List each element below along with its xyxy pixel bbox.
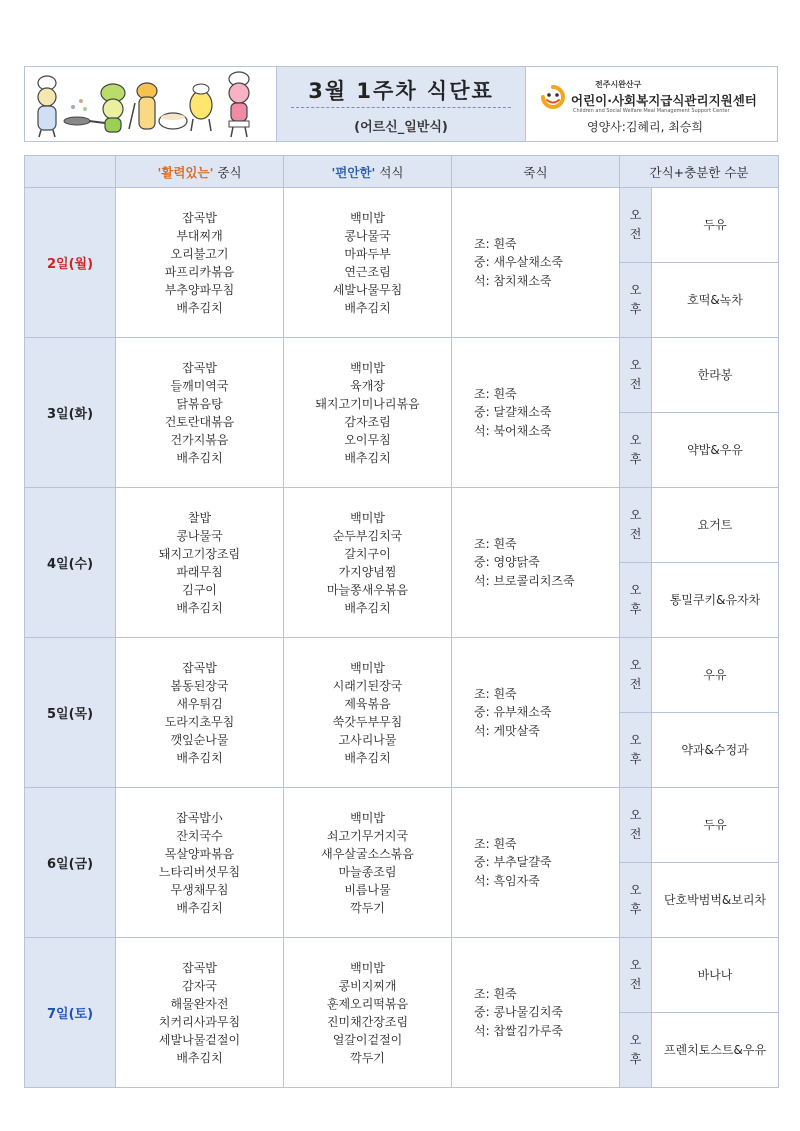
menu-item: 백미밥 (350, 660, 385, 675)
menu-item: 오리불고기 (170, 246, 229, 261)
menu-item: 잡곡밥 (182, 210, 217, 225)
porridge-item: 조: 흰죽 (474, 836, 517, 851)
porridge-item: 중: 달걀채소죽 (474, 405, 552, 420)
menu-item: 세발나물무침 (332, 282, 403, 297)
porridge-menu (452, 638, 620, 788)
day-label: 2일(월) (25, 188, 116, 338)
porridge-menu (452, 488, 620, 638)
menu-item: 배추김치 (176, 750, 223, 765)
menu-item: 무생채무침 (170, 882, 229, 897)
dinner-menu (284, 488, 452, 638)
snack-am: 두유 (652, 788, 779, 863)
menu-item: 백미밥 (350, 810, 385, 825)
menu-item: 백미밥 (350, 210, 385, 225)
menu-item: 도라지초무침 (164, 714, 235, 729)
dinner-menu (284, 638, 452, 788)
menu-item: 배추김치 (176, 900, 223, 915)
porridge-item: 석: 북어채소죽 (474, 423, 552, 438)
menu-item: 배추김치 (176, 1050, 223, 1065)
menu-item: 육개장 (350, 378, 385, 393)
org-english-name: Children and Social Welfare Meal Management Support Center (573, 108, 730, 114)
dinner-menu (284, 938, 452, 1088)
menu-item: 새우살굴소스볶음 (321, 846, 414, 861)
table-row (25, 638, 779, 713)
menu-item: 돼지고기미나리볶음 (315, 396, 420, 411)
porridge-menu (452, 938, 620, 1088)
menu-item: 순두부김치국 (332, 528, 403, 543)
porridge-item: 석: 찹쌀김가루죽 (474, 1023, 564, 1038)
menu-item: 배추김치 (176, 600, 223, 615)
snack-pm: 프렌치토스트&우유 (652, 1013, 779, 1088)
menu-item: 오이무침 (344, 432, 391, 447)
time-label-pm: 오 후 (620, 863, 652, 938)
menu-item: 부추양파무침 (164, 282, 235, 297)
time-label-pm: 오 후 (620, 713, 652, 788)
menu-item: 파프리카볶음 (164, 264, 235, 279)
porridge-menu (452, 338, 620, 488)
header-porridge: 죽식 (452, 156, 620, 188)
page-title: 3월 1주차 식단표 (308, 79, 494, 103)
lunch-menu (116, 788, 284, 938)
menu-item: 파래무침 (176, 564, 223, 579)
menu-item: 백미밥 (350, 510, 385, 525)
dinner-menu (284, 188, 452, 338)
header-dinner: '편안한' 석식 (284, 156, 452, 188)
porridge-item: 중: 부추달걀죽 (474, 855, 552, 870)
menu-item: 깻잎순나물 (170, 732, 229, 747)
porridge-item: 조: 흰죽 (474, 986, 517, 1001)
menu-item: 배추김치 (344, 300, 391, 315)
snack-pm: 호떡&녹차 (652, 263, 779, 338)
menu-item: 해물완자전 (170, 996, 229, 1011)
menu-item: 잡곡밥小 (176, 810, 223, 825)
day-label: 6일(금) (25, 788, 116, 938)
time-label-am: 오 전 (620, 488, 652, 563)
menu-item: 비름나물 (344, 882, 391, 897)
cartoon-chefs-icon (25, 67, 275, 141)
menu-item: 세발나물겉절이 (158, 1032, 241, 1047)
menu-item: 시래기된장국 (332, 678, 403, 693)
time-label-am: 오 전 (620, 938, 652, 1013)
porridge-item: 중: 영양닭죽 (474, 555, 540, 570)
menu-item: 감자조림 (344, 414, 391, 429)
dinner-menu (284, 338, 452, 488)
porridge-item: 조: 흰죽 (474, 536, 517, 551)
porridge-item: 조: 흰죽 (474, 236, 517, 251)
day-label: 5일(목) (25, 638, 116, 788)
menu-item: 마늘종조림 (338, 864, 397, 879)
menu-item: 얼갈이겉절이 (332, 1032, 403, 1047)
menu-item: 찰밥 (187, 510, 212, 525)
lunch-menu (116, 488, 284, 638)
menu-item: 콩나물국 (344, 228, 391, 243)
menu-item: 진미채간장조림 (326, 1014, 409, 1029)
snack-am: 두유 (652, 188, 779, 263)
menu-item: 훈제오리떡볶음 (326, 996, 409, 1011)
menu-body (25, 188, 779, 1088)
menu-item: 깍두기 (350, 900, 385, 915)
porridge-menu (452, 188, 620, 338)
menu-item: 마늘쫑새우볶음 (326, 582, 409, 597)
menu-item: 쑥갓두부무침 (332, 714, 403, 729)
menu-item: 콩비지찌개 (338, 978, 397, 993)
menu-item: 갈치구이 (344, 546, 391, 561)
menu-item: 감자국 (182, 978, 217, 993)
menu-item: 봄동된장국 (170, 678, 229, 693)
porridge-menu (452, 788, 620, 938)
menu-item: 백미밥 (350, 360, 385, 375)
title-block (276, 67, 526, 141)
table-row (25, 788, 779, 863)
snack-am: 한라봉 (652, 338, 779, 413)
page-subtitle: (어르신_일반식) (354, 120, 448, 135)
nutritionist-names: 영양사:김혜리, 최승희 (587, 120, 704, 134)
menu-item: 목살양파볶음 (164, 846, 235, 861)
porridge-item: 석: 참치채소죽 (474, 273, 552, 288)
header-snack: 간식+충분한 수분 (620, 156, 779, 188)
time-label-am: 오 전 (620, 638, 652, 713)
menu-item: 배추김치 (344, 600, 391, 615)
time-label-am: 오 전 (620, 188, 652, 263)
menu-item: 들깨미역국 (170, 378, 229, 393)
lunch-menu (116, 638, 284, 788)
organization-block (525, 67, 777, 141)
lunch-menu (116, 188, 284, 338)
menu-item: 닭볶음탕 (176, 396, 223, 411)
menu-item: 새우튀김 (176, 696, 223, 711)
menu-item: 건토란대볶음 (164, 414, 235, 429)
org-district: 전주시완산구 (595, 80, 642, 89)
table-header-row (25, 156, 779, 188)
lunch-menu (116, 338, 284, 488)
menu-item: 가지양념찜 (338, 564, 397, 579)
time-label-pm: 오 후 (620, 263, 652, 338)
table-row (25, 488, 779, 563)
snack-am: 바나나 (652, 938, 779, 1013)
menu-item: 잔치국수 (176, 828, 223, 843)
menu-item: 제육볶음 (344, 696, 391, 711)
weekly-menu-table (24, 155, 779, 1088)
porridge-item: 중: 유부채소죽 (474, 705, 552, 720)
table-row (25, 338, 779, 413)
porridge-item: 석: 게맛살죽 (474, 723, 540, 738)
snack-pm: 통밀쿠키&유자차 (652, 563, 779, 638)
menu-header (24, 66, 778, 142)
dinner-menu (284, 788, 452, 938)
header-lunch: '활력있는' 중식 (116, 156, 284, 188)
menu-item: 깍두기 (350, 1050, 385, 1065)
day-label: 4일(수) (25, 488, 116, 638)
time-label-pm: 오 후 (620, 563, 652, 638)
menu-item: 콩나물국 (176, 528, 223, 543)
day-label: 7일(토) (25, 938, 116, 1088)
time-label-pm: 오 후 (620, 413, 652, 488)
snack-pm: 약밥&우유 (652, 413, 779, 488)
time-label-pm: 오 후 (620, 1013, 652, 1088)
header-day-column (25, 156, 116, 188)
snack-am: 우유 (652, 638, 779, 713)
porridge-item: 조: 흰죽 (474, 686, 517, 701)
snack-pm: 단호박범벅&보리차 (652, 863, 779, 938)
chef-illustration (25, 67, 275, 141)
center-logo-icon (539, 85, 569, 109)
menu-item: 느타리버섯무침 (158, 864, 241, 879)
menu-item: 배추김치 (344, 450, 391, 465)
menu-item: 고사리나물 (338, 732, 397, 747)
porridge-item: 석: 브로콜리치즈죽 (474, 573, 575, 588)
snack-pm: 약과&수정과 (652, 713, 779, 788)
day-label: 3일(화) (25, 338, 116, 488)
time-label-am: 오 전 (620, 788, 652, 863)
menu-item: 잡곡밥 (182, 660, 217, 675)
porridge-item: 조: 흰죽 (474, 386, 517, 401)
title-divider (291, 107, 511, 108)
menu-item: 잡곡밥 (182, 960, 217, 975)
menu-item: 쇠고기무거지국 (326, 828, 409, 843)
table-row (25, 938, 779, 1013)
menu-item: 백미밥 (350, 960, 385, 975)
menu-item: 배추김치 (176, 450, 223, 465)
menu-item: 연근조림 (344, 264, 391, 279)
menu-item: 마파두부 (344, 246, 391, 261)
menu-item: 잡곡밥 (182, 360, 217, 375)
snack-am: 요거트 (652, 488, 779, 563)
porridge-item: 중: 새우살채소죽 (474, 255, 564, 270)
porridge-item: 중: 콩나물김치죽 (474, 1005, 564, 1020)
lunch-menu (116, 938, 284, 1088)
org-name: 어린이·사회복지급식관리지원센터 (571, 93, 757, 108)
table-row (25, 188, 779, 263)
menu-item: 건가지볶음 (170, 432, 229, 447)
time-label-am: 오 전 (620, 338, 652, 413)
menu-item: 김구이 (182, 582, 217, 597)
menu-item: 치커리사과무침 (158, 1014, 241, 1029)
menu-item: 돼지고기장조림 (158, 546, 241, 561)
menu-item: 배추김치 (176, 300, 223, 315)
menu-item: 부대찌개 (176, 228, 223, 243)
porridge-item: 석: 흑임자죽 (474, 873, 540, 888)
menu-item: 배추김치 (344, 750, 391, 765)
